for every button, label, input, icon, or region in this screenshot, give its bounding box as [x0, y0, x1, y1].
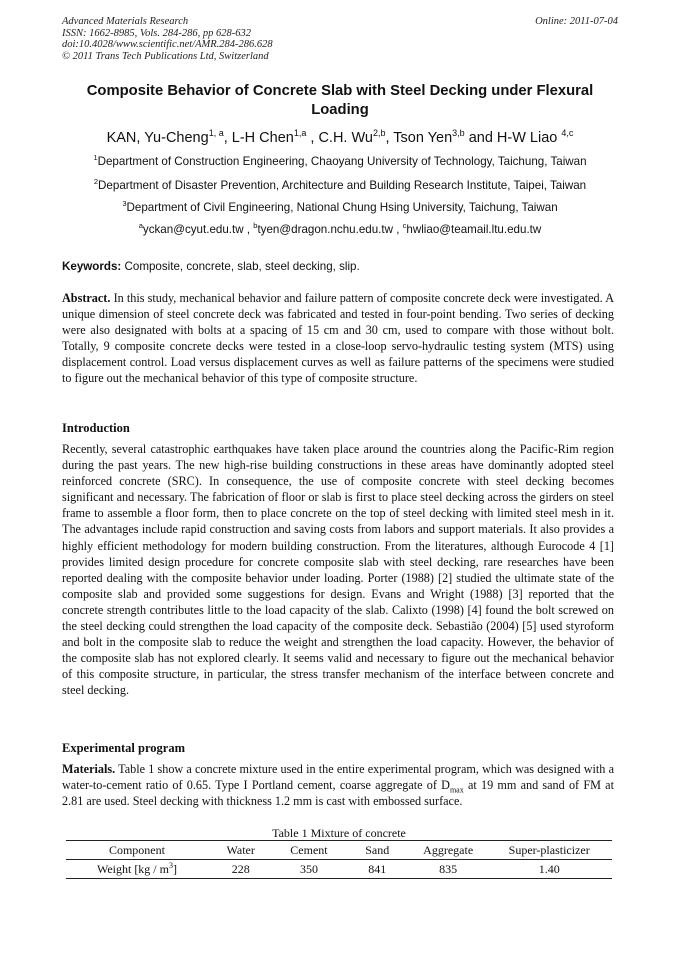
journal-issn: ISSN: 1662-8985, Vols. 284-286, pp 628-632 [62, 27, 251, 39]
author-separator: , [385, 130, 394, 146]
email-link[interactable]: tyen@dragon.nchu.edu.tw , [257, 223, 403, 236]
author-name: C.H. Wu [318, 130, 373, 146]
keywords [62, 260, 618, 274]
online-date: Online: 2011-07-04 [535, 16, 618, 27]
introduction-heading: Introduction [62, 421, 130, 435]
table-caption: Table 1 Mixture of concrete [272, 826, 406, 840]
author-affil-mark: 1,a [293, 128, 307, 139]
email-mark: b [253, 221, 258, 231]
author-name: L-H Chen [231, 130, 294, 146]
journal-doi[interactable]: doi:10.4028/www.scientific.net/AMR.284-286.628 [62, 39, 273, 50]
dmax-subscript: max [449, 785, 464, 795]
row-label-sup: 3 [168, 861, 173, 870]
author-affil-mark: 4,c [561, 128, 574, 139]
email-mark: c [402, 221, 407, 231]
affiliation-mark: 2 [93, 177, 99, 187]
affiliation-text: Department of Construction Engineering, Chaoyang University of Technology, Taichung, Taiwan [97, 155, 587, 168]
email-mark: a [138, 221, 143, 231]
table-cell: 841 [344, 860, 410, 879]
abstract-label: Abstract. [62, 291, 111, 305]
table-cell: 835 [410, 860, 486, 879]
table-row-label [66, 860, 208, 879]
keywords-label: Keywords: [62, 260, 122, 273]
author-affil-mark: 1, a [208, 128, 224, 139]
email-link[interactable]: hwliao@teamail.ltu.edu.tw [406, 223, 542, 236]
author-name: KAN, Yu-Cheng [106, 130, 209, 146]
author-line [62, 129, 618, 147]
affiliation-2 [40, 179, 640, 193]
affiliation-mark: 1 [93, 153, 98, 163]
journal-name: Advanced Materials Research [62, 16, 189, 27]
table-cell: 350 [273, 860, 344, 879]
abstract [62, 290, 614, 387]
journal-copyright: © 2011 Trans Tech Publications Ltd, Switzerland [62, 50, 269, 62]
materials-paragraph [62, 761, 614, 809]
table-row [66, 860, 612, 879]
table-header-cell: Component [66, 841, 208, 860]
row-label-end: ] [172, 862, 177, 876]
author-affil-mark: 3,b [452, 128, 465, 139]
table-header-cell: Water [208, 841, 274, 860]
author-separator: and [464, 130, 497, 146]
affiliation-mark: 3 [122, 199, 127, 209]
table-header-cell: Sand [344, 841, 410, 860]
abstract-text: In this study, mechanical behavior and failure pattern of composite concrete deck were investigated. A unique dimension of steel concrete deck was fabricated and tested in four-point bending. Two series of decking were also designated with bolts at a spacing of 15 cm and 30 cm, used to compare with those without bolt. Totally, 9 composite concrete decks were tested in a close-loop servo-hydraulic testing system (MTS) using displacement control. Load versus displacement curves as well as failure patterns of the specimens were studied to figure out the mechanical behavior of this type of composite structure. [62, 291, 614, 386]
row-label-text: Weight [kg / m [96, 862, 169, 876]
table-cell: 1.40 [486, 860, 612, 879]
author-separator: , [223, 130, 232, 146]
materials-label: Materials. [62, 762, 116, 776]
materials-text: at 19 mm and sand of FM at 2.81 are used. Steel decking with thickness 1.2 mm is cast with embossed surface. [62, 778, 614, 809]
affiliation-text: Department of Disaster Prevention, Architecture and Building Research Institute, Taipei, Taiwan [98, 179, 587, 192]
email-link[interactable]: yckan@cyut.edu.tw , [142, 223, 254, 236]
keywords-text: Composite, concrete, slab, steel decking, slip. [121, 260, 360, 273]
table-header-cell: Aggregate [410, 841, 486, 860]
journal-header [62, 16, 618, 62]
author-separator: , [306, 130, 319, 146]
introduction-text: Recently, several catastrophic earthquakes have taken place around the countries along the Pacific-Rim region during the past years. The new high-rise building constructions in these areas have dominantly adopted steel reinforced concrete (SRC). In consequence, the use of composite concrete with steel decking becomes significant and necessary. The fabrication of floor or slab is first to place steel decking across the girders on steel frame to assemble a floor form, then to place concrete on the top of steel decking with limited steel mesh in it. The advantages include rapid construction and saving costs from labors and support materials. It also provides a highly efficient methodology for modern building construction. From the literatures, although Eurocode 4 [1] provides limited design procedure for concrete composite slab with steel decking, rare researches have been reported dealing with the composite behavior under loading. Porter (1988) [2] studied the ultimate state of the composite slab and provided some suggestions for design. Evans and Wright (1988) [3] reported that the concrete strength contributes little to the load capacity of the slab. Calixto (1998) [4] found the bolt screwed on the steel decking could strengthen the load capacity of the composite deck. Sebastião (2004) [5] used styroform and bolt in the composite slab to reduce the weight and strengthen the load capacity. However, the behavior of the composite slab has not explored clearly. It seems valid and necessary to figure out the mechanical behavior of this composite structure, in particular, the stress transfer mechanism of the interface between concrete and steel decking. [62, 442, 614, 698]
table-header-cell: Super-plasticizer [486, 841, 612, 860]
affiliation-1 [40, 155, 640, 169]
paper-title: Composite Behavior of Concrete Slab with Steel Decking under Flexural Loading [86, 83, 594, 118]
affiliation-text: Department of Civil Engineering, National Chung Hsing University, Taichung, Taiwan [126, 201, 558, 214]
table-cell: 228 [208, 860, 274, 879]
author-name: Tson Yen [393, 130, 453, 146]
table-header-cell: Cement [273, 841, 344, 860]
experimental-heading: Experimental program [62, 741, 186, 755]
author-affil-mark: 2,b [372, 128, 386, 139]
table-header-row [66, 841, 612, 860]
materials-text: Table 1 show a concrete mixture used in the entire experimental program, which was designed with a water-to-cement ratio of 0.65. Type I Portland cement, coarse aggregate of D [62, 762, 614, 793]
author-name: H-W Liao [496, 130, 562, 146]
affiliation-3 [40, 201, 640, 215]
concrete-mixture-table [66, 840, 612, 879]
email-line [40, 223, 640, 237]
